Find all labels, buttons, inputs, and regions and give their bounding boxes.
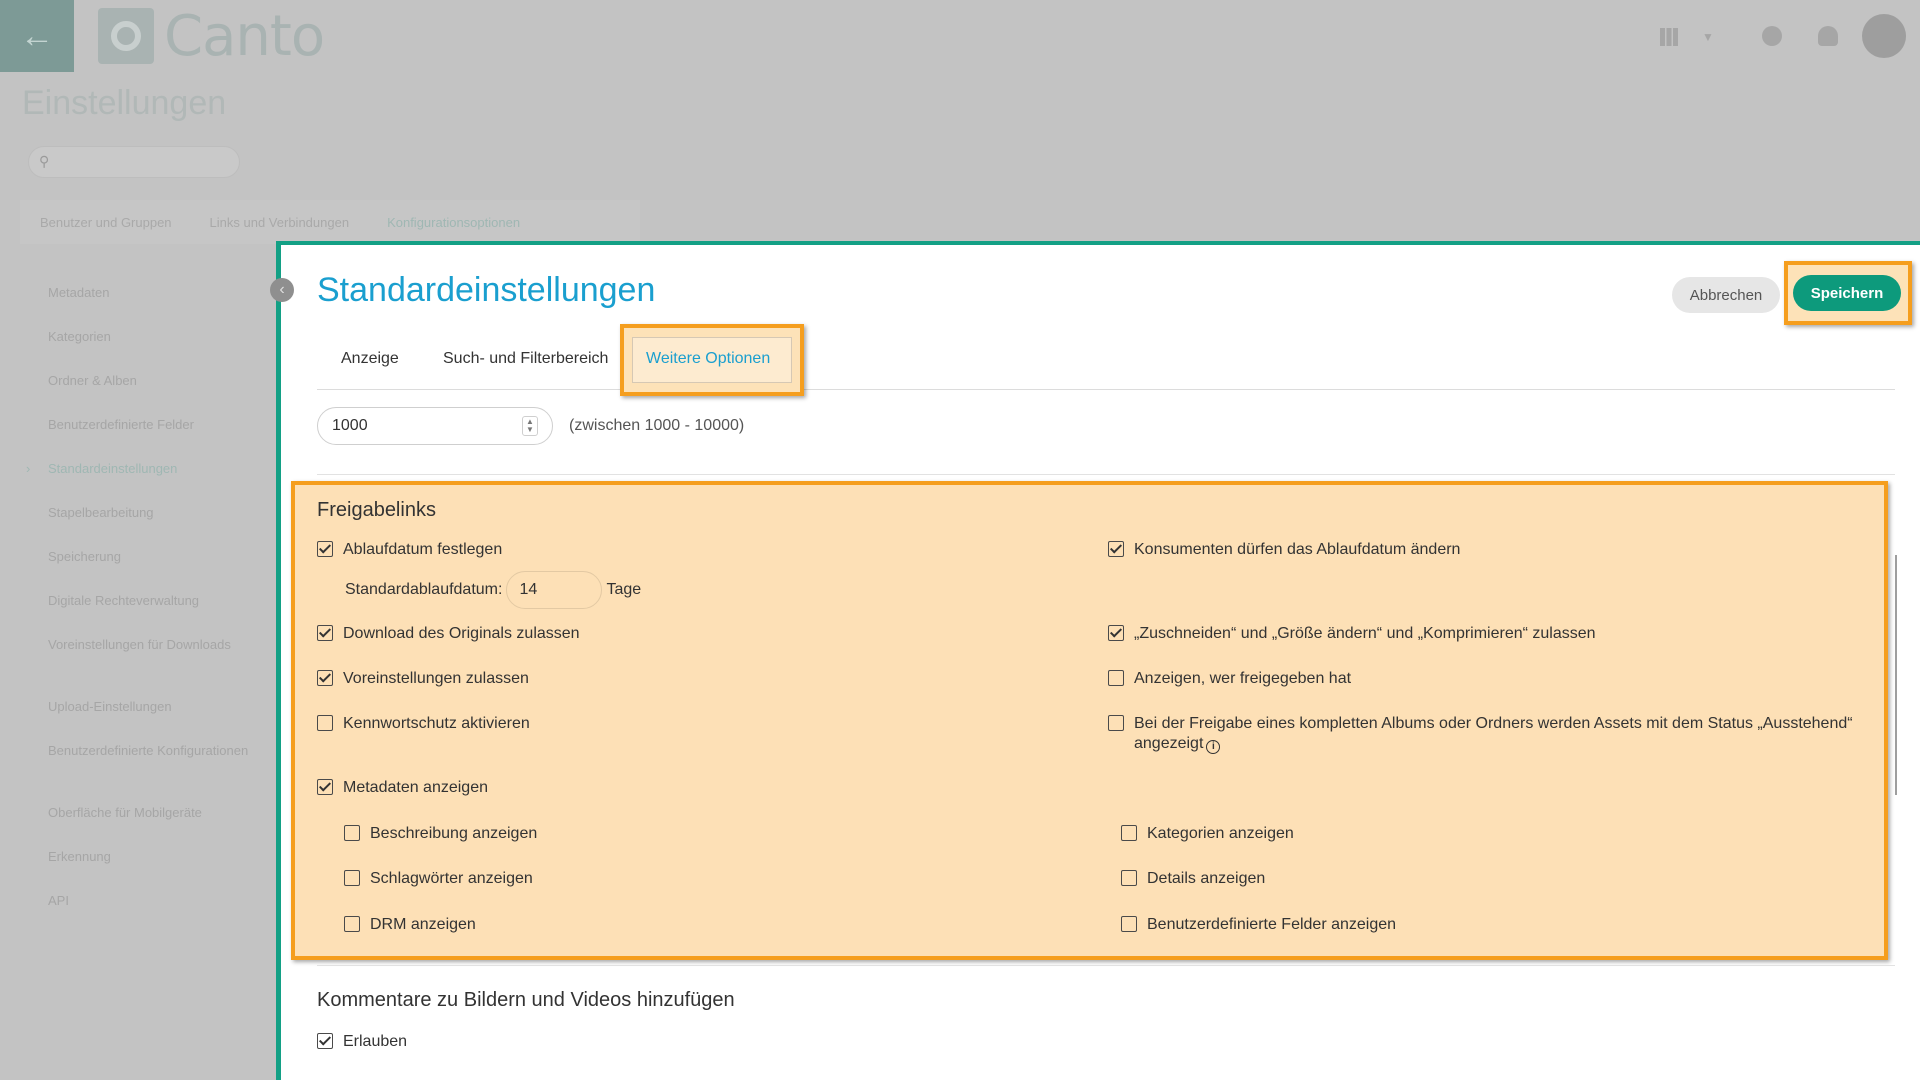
checkbox-kategorien[interactable]: [1121, 825, 1137, 841]
option-details: [1121, 869, 1265, 888]
sidebar-item[interactable]: Benutzerdefinierte Felder: [48, 417, 194, 432]
avatar[interactable]: [1862, 14, 1906, 58]
sidebar-item[interactable]: Digitale Rechteverwaltung: [48, 593, 200, 608]
option-label: Benutzerdefinierte Felder anzeigen: [1147, 916, 1397, 933]
back-arrow-icon[interactable]: ←: [0, 0, 74, 72]
default-expiry-label: Standardablaufdatum:: [345, 581, 503, 598]
checkbox-kennwortschutz[interactable]: [317, 715, 333, 731]
settings-sidebar: [48, 284, 258, 936]
app-header: [0, 0, 1920, 72]
freigabelinks-section: [291, 481, 1888, 960]
checkbox-konsumenten-ablaufdatum[interactable]: [1108, 541, 1124, 557]
option-freigeber-anzeigen: [1108, 669, 1351, 688]
option-label: Details anzeigen: [1147, 870, 1266, 887]
bell-icon[interactable]: [1818, 26, 1838, 46]
option-label: Konsumenten dürfen das Ablaufdatum ändern: [1134, 541, 1461, 558]
option-voreinstellungen: [317, 669, 529, 688]
default-expiry-row: [345, 571, 641, 609]
option-label: Bei der Freigabe eines kompletten Albums oder Ordners werden Assets mit dem Status „Ausstehend“ angezeigt: [1134, 715, 1853, 752]
freigabelinks-title: Freigabelinks: [317, 499, 436, 521]
tab-benutzer[interactable]: Benutzer und Gruppen: [40, 214, 172, 230]
option-label: Kennwortschutz aktivieren: [343, 715, 530, 732]
option-label: Kategorien anzeigen: [1147, 825, 1294, 842]
checkbox-ausstehend-anzeigen[interactable]: [1108, 715, 1124, 731]
sidebar-item[interactable]: API: [48, 893, 69, 908]
panel-title: Standardeinstellungen: [317, 271, 656, 309]
sidebar-item[interactable]: Speicherung: [48, 549, 121, 564]
default-expiry-unit: Tage: [606, 581, 642, 598]
option-download-original: [317, 624, 580, 643]
tab-links[interactable]: Links und Verbindungen: [209, 214, 350, 230]
standard-settings-panel: [276, 241, 1920, 1080]
option-label: Erlauben: [343, 1033, 408, 1050]
tab-konfiguration[interactable]: Konfigurationsoptionen: [387, 214, 521, 230]
option-ablaufdatum: [317, 540, 502, 559]
checkbox-zuschneiden[interactable]: [1108, 625, 1124, 641]
checkbox-drm[interactable]: [344, 916, 360, 932]
cancel-button[interactable]: Abbrechen: [1672, 277, 1780, 313]
sidebar-item[interactable]: Metadaten: [48, 285, 110, 300]
option-kennwortschutz: [317, 714, 530, 733]
option-label: Metadaten anzeigen: [343, 779, 488, 796]
limit-row: [317, 407, 744, 445]
tab-anzeige[interactable]: Anzeige: [341, 350, 399, 367]
option-drm: [344, 915, 476, 934]
checkbox-ablaufdatum[interactable]: [317, 541, 333, 557]
tab-such-filter[interactable]: Such- und Filterbereich: [443, 350, 609, 367]
search-icon: ⚲: [39, 153, 50, 169]
option-konsumenten-ablaufdatum: [1108, 540, 1460, 559]
option-label: Ablaufdatum festlegen: [343, 541, 503, 558]
sidebar-item[interactable]: Upload-Einstellungen: [48, 699, 172, 714]
checkbox-details[interactable]: [1121, 870, 1137, 886]
option-kategorien: [1121, 824, 1294, 843]
option-benutzerdefinierte-felder: [1121, 915, 1396, 934]
search-input[interactable]: [28, 146, 240, 178]
spinner-icon[interactable]: ▲ ▼: [522, 416, 538, 436]
settings-tabs: [20, 200, 640, 244]
save-button[interactable]: Speichern: [1793, 275, 1901, 311]
option-label: „Zuschneiden“ und „Größe ändern“ und „Komprimieren“ zulassen: [1134, 625, 1596, 642]
logo-text: Canto: [164, 3, 325, 69]
limit-hint: (zwischen 1000 - 10000): [569, 417, 745, 434]
kommentare-title: Kommentare zu Bildern und Videos hinzufügen: [317, 989, 735, 1011]
info-icon[interactable]: i: [1206, 740, 1220, 754]
sidebar-item[interactable]: Voreinstellungen für Downloads: [48, 637, 231, 652]
sidebar-item[interactable]: Stapelbearbeitung: [48, 505, 154, 520]
tab-weitere-optionen[interactable]: Weitere Optionen: [646, 350, 771, 367]
apps-grid-icon[interactable]: [1660, 28, 1678, 46]
option-zuschneiden: [1108, 624, 1596, 643]
option-label: Schlagwörter anzeigen: [370, 870, 533, 887]
sidebar-item-active[interactable]: › Standardeinstellungen: [48, 460, 258, 504]
sidebar-item[interactable]: Benutzerdefinierte Konfigurationen: [48, 743, 249, 758]
option-label: Download des Originals zulassen: [343, 625, 580, 642]
collapse-panel-icon[interactable]: ‹: [270, 278, 294, 302]
checkbox-metadaten[interactable]: [317, 779, 333, 795]
default-expiry-input[interactable]: 14: [506, 571, 602, 609]
checkbox-freigeber-anzeigen[interactable]: [1108, 670, 1124, 686]
divider: [317, 965, 1895, 966]
page-title: Einstellungen: [22, 84, 227, 122]
sidebar-item[interactable]: Oberfläche für Mobilgeräte: [48, 805, 202, 820]
option-label: Beschreibung anzeigen: [370, 825, 538, 842]
limit-value: 1000: [332, 417, 368, 434]
option-metadaten: [317, 778, 488, 797]
option-kommentare-erlauben: [317, 1032, 407, 1051]
option-schlagwoerter: [344, 869, 533, 888]
checkbox-voreinstellungen[interactable]: [317, 670, 333, 686]
sidebar-item[interactable]: Kategorien: [48, 329, 111, 344]
option-beschreibung: [344, 824, 537, 843]
canto-logo: [98, 3, 325, 69]
divider: [317, 474, 1895, 475]
scrollbar[interactable]: [1895, 555, 1897, 795]
checkbox-kommentare-erlauben[interactable]: [317, 1033, 333, 1049]
limit-input[interactable]: [317, 407, 553, 445]
globe-icon[interactable]: [1762, 26, 1782, 46]
option-label: Anzeigen, wer freigegeben hat: [1134, 670, 1352, 687]
chevron-down-icon[interactable]: ▼: [1702, 30, 1714, 44]
sidebar-item[interactable]: Ordner & Alben: [48, 373, 137, 388]
checkbox-benutzerdefinierte-felder[interactable]: [1121, 916, 1137, 932]
checkbox-beschreibung[interactable]: [344, 825, 360, 841]
checkbox-download-original[interactable]: [317, 625, 333, 641]
sidebar-item[interactable]: Erkennung: [48, 849, 111, 864]
checkbox-schlagwoerter[interactable]: [344, 870, 360, 886]
logo-mark-icon: [98, 8, 154, 64]
option-label: Voreinstellungen zulassen: [343, 670, 529, 687]
option-label: DRM anzeigen: [370, 916, 476, 933]
option-ausstehend-anzeigen: [1108, 714, 1894, 754]
